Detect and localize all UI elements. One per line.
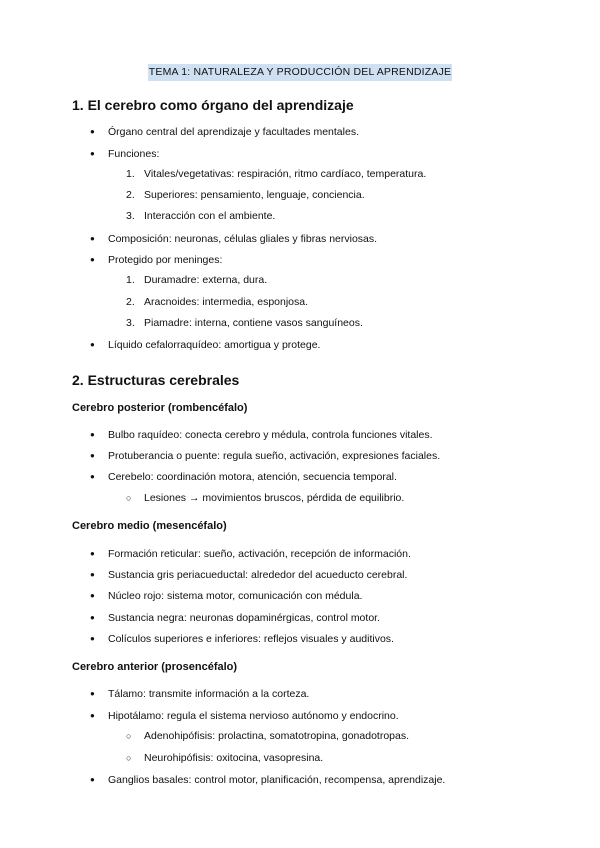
bullet-icon: ● [90, 234, 95, 243]
bullet-icon: ● [90, 689, 95, 698]
section-2-heading: 2. Estructuras cerebrales [72, 372, 240, 388]
bullet-icon: ● [90, 775, 95, 784]
list-item: ● Colículos superiores e inferiores: reflejos visuales y auditivos. [90, 633, 394, 645]
bullet-icon: ● [90, 451, 95, 460]
list-item: 2. Superiores: pensamiento, lenguaje, conciencia. [126, 189, 365, 201]
bullet-icon: ● [90, 613, 95, 622]
list-item: ● Protegido por meninges: [90, 254, 223, 266]
circle-bullet-icon: ○ [126, 731, 132, 741]
subsection-heading-posterior: Cerebro posterior (rombencéfalo) [72, 402, 248, 414]
list-item: ● Funciones: [90, 148, 160, 160]
bullet-icon: ● [90, 570, 95, 579]
subsection-heading-medio: Cerebro medio (mesencéfalo) [72, 520, 227, 532]
bullet-icon: ● [90, 634, 95, 643]
list-item: 1. Vitales/vegetativas: respiración, ritmo cardíaco, temperatura. [126, 168, 427, 180]
list-item: ● Bulbo raquídeo: conecta cerebro y médula, controla funciones vitales. [90, 429, 433, 441]
list-item: ● Órgano central del aprendizaje y facultades mentales. [90, 126, 359, 138]
bullet-icon: ● [90, 340, 95, 349]
list-item: 2. Aracnoides: intermedia, esponjosa. [126, 296, 309, 308]
list-item: ● Hipotálamo: regula el sistema nervioso autónomo y endocrino. [90, 710, 399, 722]
list-item: ● Protuberancia o puente: regula sueño, activación, expresiones faciales. [90, 450, 441, 462]
list-item: ● Núcleo rojo: sistema motor, comunicación con médula. [90, 590, 363, 602]
list-item: ● Sustancia negra: neuronas dopaminérgicas, control motor. [90, 612, 380, 624]
list-item: ● Sustancia gris periacueductal: alrededor del acueducto cerebral. [90, 569, 408, 581]
section-1-heading: 1. El cerebro como órgano del aprendizaje [72, 97, 354, 113]
bullet-icon: ● [90, 430, 95, 439]
circle-bullet-icon: ○ [126, 753, 132, 763]
list-item: ○ Lesiones → movimientos bruscos, pérdida de equilibrio. [126, 492, 405, 504]
subsection-heading-anterior: Cerebro anterior (prosencéfalo) [72, 661, 238, 673]
bullet-icon: ● [90, 472, 95, 481]
list-item: ○ Adenohipófisis: prolactina, somatotropina, gonadotropas. [126, 730, 410, 742]
list-item: ● Líquido cefalorraquídeo: amortigua y protege. [90, 339, 321, 351]
title-container [0, 62, 600, 81]
bullet-icon: ● [90, 549, 95, 558]
list-item: 1. Duramadre: externa, dura. [126, 274, 268, 286]
list-item: ● Composición: neuronas, células gliales y fibras nerviosas. [90, 233, 378, 245]
list-item: ● Formación reticular: sueño, activación, recepción de información. [90, 548, 411, 560]
list-item: 3. Interacción con el ambiente. [126, 210, 276, 222]
document-title: TEMA 1: NATURALEZA Y PRODUCCIÓN DEL APRENDIZAJE [148, 64, 453, 81]
bullet-icon: ● [90, 711, 95, 720]
list-item: ● Ganglios basales: control motor, planificación, recompensa, aprendizaje. [90, 774, 446, 786]
bullet-icon: ● [90, 255, 95, 264]
list-item: 3. Piamadre: interna, contiene vasos sanguíneos. [126, 317, 363, 329]
list-item: ○ Neurohipófisis: oxitocina, vasopresina. [126, 752, 324, 764]
list-item: ● Tálamo: transmite información a la corteza. [90, 688, 310, 700]
bullet-icon: ● [90, 591, 95, 600]
circle-bullet-icon: ○ [126, 493, 132, 503]
list-item: ● Cerebelo: coordinación motora, atención, secuencia temporal. [90, 471, 397, 483]
bullet-icon: ● [90, 149, 95, 158]
bullet-icon: ● [90, 127, 95, 136]
